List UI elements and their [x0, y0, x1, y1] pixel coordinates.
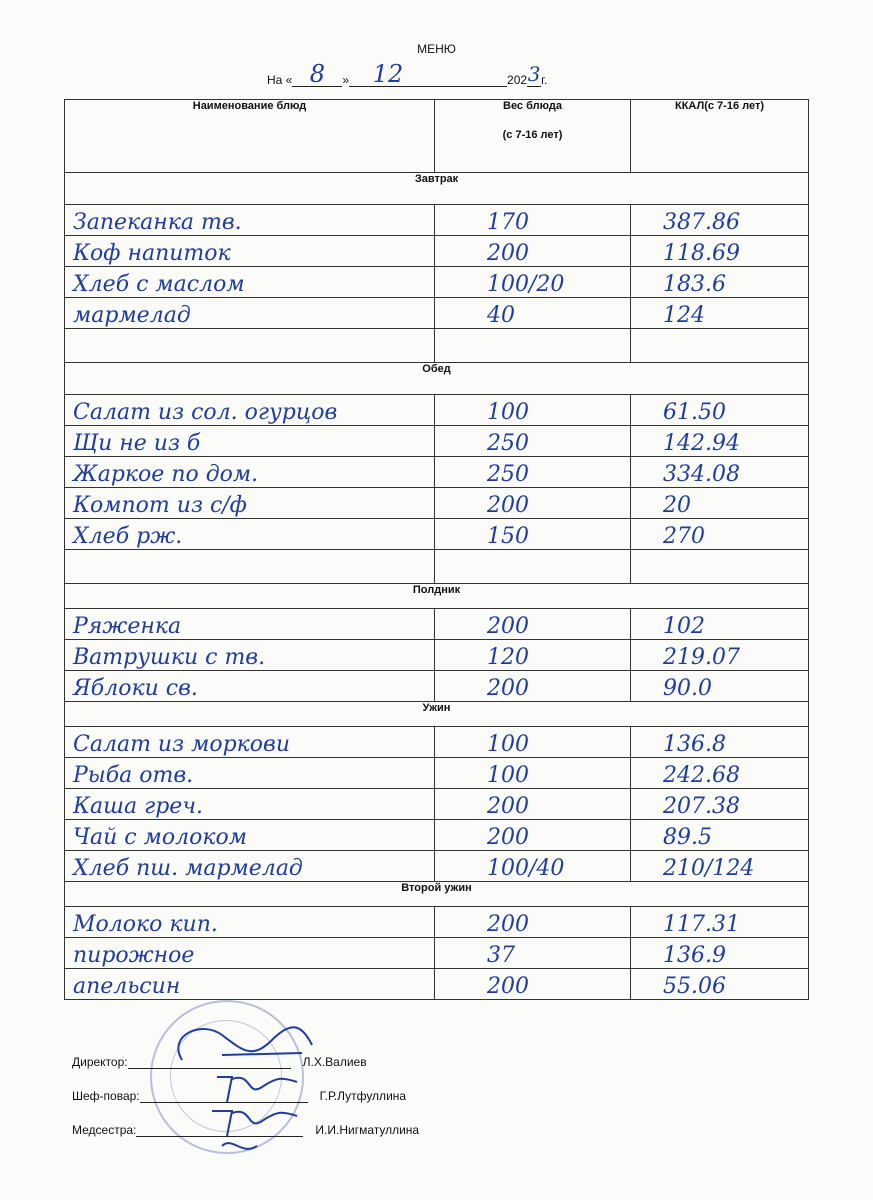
weight-cell: 200: [435, 969, 631, 1000]
signatures-block: [72, 1055, 419, 1157]
table-row: [65, 236, 809, 267]
month-value: 12: [372, 60, 404, 88]
weight-cell: 200: [435, 236, 631, 267]
table-row: [65, 758, 809, 789]
section-row: [65, 702, 809, 727]
table-row: [65, 820, 809, 851]
table-row: [65, 640, 809, 671]
weight-cell: 200: [435, 609, 631, 640]
kcal-cell: 118.69: [631, 236, 809, 267]
weight-cell: 100/40: [435, 851, 631, 882]
section-row: [65, 173, 809, 205]
table-row: [65, 267, 809, 298]
table-row: [65, 609, 809, 640]
kcal-cell: 90.0: [631, 671, 809, 702]
signature-role: Шеф-повар:: [72, 1089, 140, 1103]
kcal-cell: 387.86: [631, 205, 809, 236]
dish-cell: Ватрушки с тв.: [65, 640, 435, 671]
signature-role: Медсестра:: [72, 1123, 137, 1137]
table-row: [65, 488, 809, 519]
dish-cell: Хлеб рж.: [65, 519, 435, 550]
col-weight-sub: (с 7-16 лет): [502, 129, 563, 141]
kcal-cell: 270: [631, 519, 809, 550]
dish-cell: пирожное: [65, 938, 435, 969]
table-row: [65, 519, 809, 550]
kcal-cell: 117.31: [631, 907, 809, 938]
weight-cell: 120: [435, 640, 631, 671]
empty-cell: [65, 550, 435, 584]
col-dish-header: Наименование блюд: [65, 100, 435, 173]
menu-body: [65, 173, 809, 1000]
dish-cell: Ряженка: [65, 609, 435, 640]
col-weight-header: [435, 100, 631, 173]
section-title: Завтрак: [65, 173, 809, 205]
kcal-cell: 55.06: [631, 969, 809, 1000]
signature-name: Г.Р.Лутфуллина: [319, 1089, 407, 1103]
dish-cell: Жаркое по дом.: [65, 457, 435, 488]
kcal-cell: 207.38: [631, 789, 809, 820]
table-row: [65, 426, 809, 457]
day-blank: [292, 60, 342, 88]
table-row: [65, 671, 809, 702]
date-mid: »: [342, 73, 350, 87]
table-row: [65, 727, 809, 758]
section-row: [65, 584, 809, 609]
empty-row: [65, 329, 809, 363]
table-row: [65, 789, 809, 820]
date-line: [267, 60, 548, 88]
table-row: [65, 907, 809, 938]
year-digit: 3: [527, 62, 541, 86]
empty-cell: [435, 329, 631, 363]
section-row: [65, 882, 809, 907]
dish-cell: Коф напиток: [65, 236, 435, 267]
section-title: Второй ужин: [65, 882, 809, 907]
section-title: Обед: [65, 363, 809, 395]
kcal-cell: 102: [631, 609, 809, 640]
dish-cell: Щи не из б: [65, 426, 435, 457]
dish-cell: Яблоки св.: [65, 671, 435, 702]
kcal-cell: 124: [631, 298, 809, 329]
col-kcal-header: ККАЛ(с 7-16 лет): [631, 100, 809, 173]
table-row: [65, 457, 809, 488]
director-signature-scribble: [162, 1015, 322, 1075]
dish-cell: Компот из с/ф: [65, 488, 435, 519]
dish-cell: Хлеб пш. мармелад: [65, 851, 435, 882]
empty-cell: [435, 550, 631, 584]
weight-cell: 250: [435, 457, 631, 488]
kcal-cell: 334.08: [631, 457, 809, 488]
kcal-cell: 61.50: [631, 395, 809, 426]
empty-cell: [631, 329, 809, 363]
section-row: [65, 363, 809, 395]
dish-cell: Запеканка тв.: [65, 205, 435, 236]
weight-cell: 40: [435, 298, 631, 329]
weight-cell: 200: [435, 820, 631, 851]
year-blank: [527, 62, 541, 87]
date-prefix: На «: [267, 73, 293, 87]
weight-cell: 100: [435, 395, 631, 426]
section-title: Полдник: [65, 584, 809, 609]
weight-cell: 200: [435, 907, 631, 938]
weight-cell: 200: [435, 789, 631, 820]
dish-cell: Салат из моркови: [65, 727, 435, 758]
menu-table: [64, 99, 809, 1000]
kcal-cell: 89.5: [631, 820, 809, 851]
kcal-cell: 242.68: [631, 758, 809, 789]
weight-cell: 200: [435, 671, 631, 702]
weight-cell: 100/20: [435, 267, 631, 298]
signature-nurse: [72, 1123, 419, 1157]
weight-cell: 170: [435, 205, 631, 236]
kcal-cell: 219.07: [631, 640, 809, 671]
weight-cell: 250: [435, 426, 631, 457]
table-row: [65, 205, 809, 236]
kcal-cell: 136.9: [631, 938, 809, 969]
empty-cell: [631, 550, 809, 584]
weight-cell: 100: [435, 727, 631, 758]
section-title: Ужин: [65, 702, 809, 727]
document-title: МЕНЮ: [417, 42, 456, 56]
day-value: 8: [309, 60, 325, 88]
dish-cell: Хлеб с маслом: [65, 267, 435, 298]
dish-cell: Рыба отв.: [65, 758, 435, 789]
kcal-cell: 142.94: [631, 426, 809, 457]
table-row: [65, 395, 809, 426]
year-prefix: 202: [507, 73, 528, 87]
table-row: [65, 938, 809, 969]
kcal-cell: 20: [631, 488, 809, 519]
weight-cell: 150: [435, 519, 631, 550]
nurse-signature-scribble: [202, 1101, 302, 1161]
dish-cell: мармелад: [65, 298, 435, 329]
empty-row: [65, 550, 809, 584]
signature-role: Директор:: [72, 1055, 128, 1069]
month-blank: [349, 60, 507, 88]
dish-cell: Молоко кип.: [65, 907, 435, 938]
dish-cell: Чай с молоком: [65, 820, 435, 851]
weight-cell: 200: [435, 488, 631, 519]
kcal-cell: 136.8: [631, 727, 809, 758]
dish-cell: Салат из сол. огурцов: [65, 395, 435, 426]
table-row: [65, 298, 809, 329]
table-row: [65, 969, 809, 1000]
weight-cell: 37: [435, 938, 631, 969]
year-suffix: г.: [541, 73, 548, 87]
signature-name: И.И.Нигматуллина: [315, 1123, 420, 1137]
header-row: [65, 100, 809, 173]
empty-cell: [65, 329, 435, 363]
kcal-cell: 210/124: [631, 851, 809, 882]
table-row: [65, 851, 809, 882]
weight-cell: 100: [435, 758, 631, 789]
kcal-cell: 183.6: [631, 267, 809, 298]
dish-cell: Каша греч.: [65, 789, 435, 820]
col-weight-label: Вес блюда: [503, 100, 562, 112]
dish-cell: апельсин: [65, 969, 435, 1000]
signature-name: Л.Х.Валиев: [302, 1055, 367, 1069]
